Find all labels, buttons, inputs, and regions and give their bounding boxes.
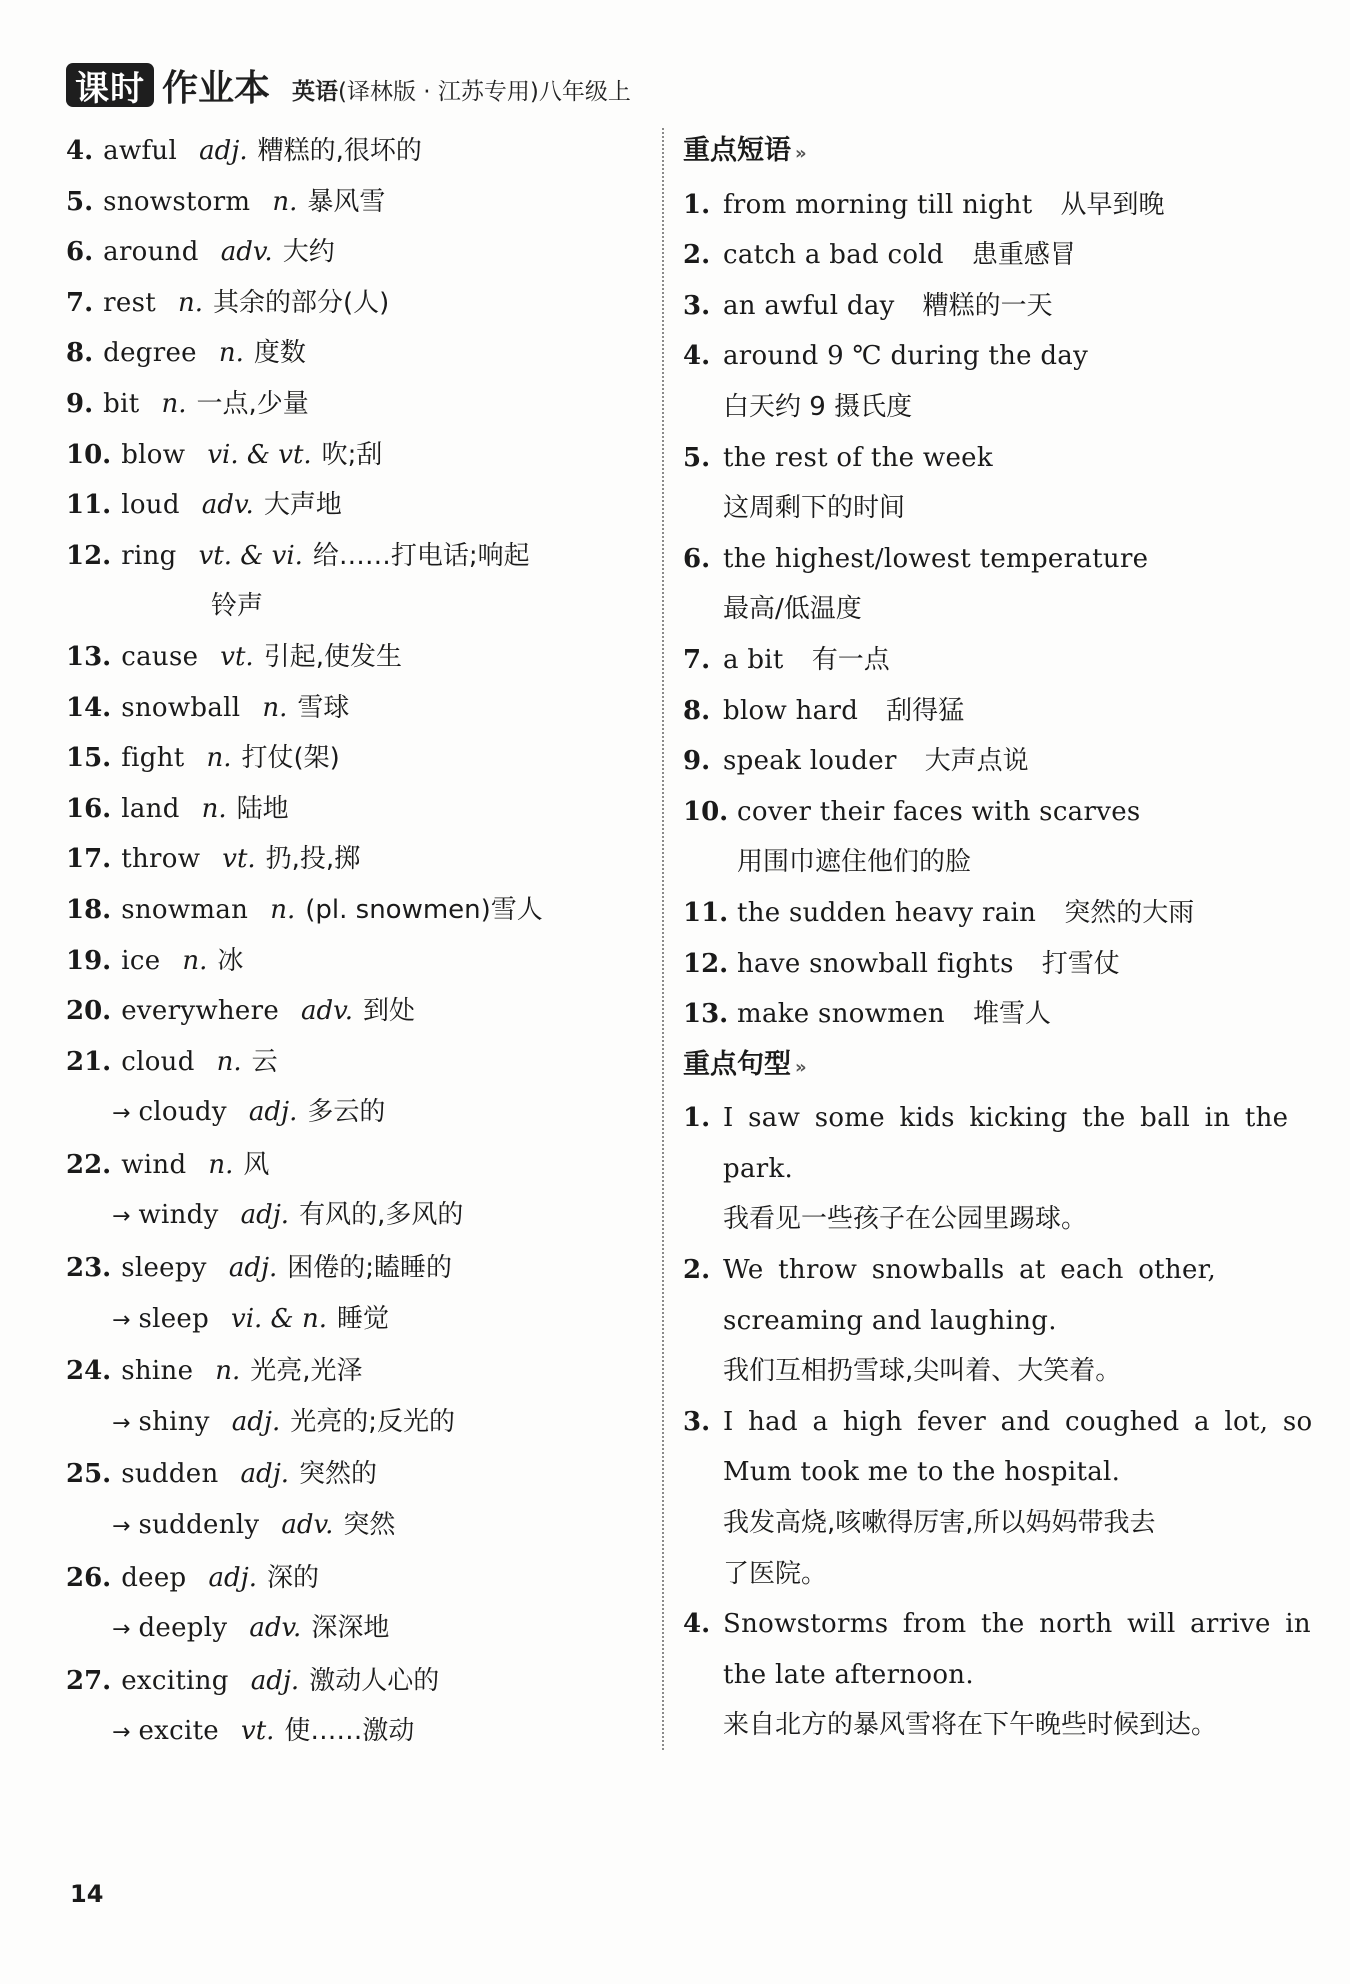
vocab-entry [66, 126, 656, 177]
entry-word: deep [121, 1562, 187, 1593]
phrase-number: 5. [683, 442, 711, 473]
vocab-entry [66, 834, 656, 885]
entry-number: 14. [66, 692, 112, 723]
entry-meaning: 雪球 [297, 692, 350, 723]
derived-part-of-speech: adj. [248, 1097, 298, 1128]
part-of-speech: n. [215, 1356, 241, 1387]
entry-word: snowman [121, 894, 249, 925]
entry-number: 24. [66, 1356, 112, 1387]
phrases-section-title: 重点短语 » [683, 135, 807, 166]
vocab-entry [66, 531, 656, 582]
phrase-english: the rest of the week [723, 442, 993, 473]
sentence-number: 3. [683, 1406, 711, 1437]
entry-number: 23. [66, 1253, 112, 1284]
entry-word: fight [121, 743, 185, 774]
phrase-item [683, 989, 1263, 1040]
entry-meaning: 扔,投,掷 [265, 844, 361, 875]
sentence-number: 1. [683, 1103, 711, 1134]
phrase-chinese: 打雪仗 [1041, 948, 1120, 979]
arrow-icon: → [112, 1204, 131, 1230]
part-of-speech: n. [182, 945, 208, 976]
vocab-entry [66, 885, 656, 936]
vocab-entry [66, 733, 656, 784]
entry-number: 6. [66, 237, 94, 268]
phrase-item [683, 686, 1263, 737]
entry-word: shine [121, 1356, 194, 1387]
entry-number: 17. [66, 844, 112, 875]
vocabulary-list [66, 126, 656, 1759]
sentence-item [683, 1599, 1311, 1650]
derived-meaning: 使……激动 [284, 1716, 415, 1747]
derived-meaning: 多云的 [307, 1097, 386, 1128]
derived-part-of-speech: adv. [281, 1510, 334, 1541]
entry-number: 15. [66, 743, 112, 774]
part-of-speech: n. [161, 388, 187, 419]
vocab-entry [66, 1037, 656, 1088]
entry-number: 25. [66, 1459, 112, 1490]
entry-number: 4. [66, 136, 94, 166]
derived-word-text: deeply [138, 1613, 228, 1644]
part-of-speech: n. [201, 793, 227, 824]
sentence-line: We throw snowballs at each other, [723, 1255, 1217, 1286]
derived-word [66, 1294, 656, 1347]
sentence-chinese: 我发高烧,咳嗽得厉害,所以妈妈带我去 [723, 1508, 1156, 1539]
sentence-item [683, 1397, 1313, 1448]
derived-part-of-speech: adj. [240, 1200, 290, 1231]
entry-number: 13. [66, 641, 112, 672]
derived-part-of-speech: adv. [249, 1613, 302, 1644]
sentence-translation [683, 1498, 1263, 1549]
vocab-entry [66, 784, 656, 835]
vocab-entry [66, 278, 656, 329]
derived-word-text: cloudy [138, 1097, 227, 1128]
phrase-item [683, 534, 1263, 585]
entry-number: 26. [66, 1562, 112, 1593]
phrase-number: 3. [683, 290, 711, 321]
entry-meaning: 糟糕的,很坏的 [257, 136, 422, 166]
entry-word: wind [121, 1149, 187, 1180]
sentence-translation [683, 1700, 1263, 1751]
entry-number: 18. [66, 894, 112, 925]
sentence-item [683, 1245, 1263, 1296]
phrase-item [683, 180, 1263, 231]
entry-word: loud [121, 490, 180, 521]
part-of-speech: n. [270, 894, 296, 925]
part-of-speech: n. [216, 1046, 242, 1077]
entry-meaning: 引起,使发生 [263, 641, 402, 672]
phrase-chinese: 大声点说 [924, 746, 1029, 777]
phrase-number: 7. [683, 644, 711, 675]
entry-meaning: 深的 [266, 1562, 319, 1593]
sentence-chinese: 来自北方的暴风雪将在下午晚些时候到达。 [723, 1710, 1218, 1741]
phrase-english: blow hard [723, 695, 859, 726]
vocab-entry [66, 1346, 656, 1397]
arrow-icon: → [112, 1514, 131, 1540]
entry-word: snowball [121, 692, 241, 723]
sentence-number: 2. [683, 1255, 711, 1286]
phrase-english: around 9 ℃ during the day [723, 341, 1089, 372]
entry-word: cloud [121, 1046, 195, 1077]
sentences-list [683, 1093, 1313, 1751]
book-title: 作业本 [162, 67, 271, 109]
part-of-speech: adj. [250, 1665, 300, 1696]
part-of-speech: adv. [301, 996, 354, 1027]
book-logo: 课时 [66, 63, 154, 107]
phrase-item [683, 888, 1263, 939]
entry-word: ring [121, 540, 177, 571]
entry-meaning: (pl. snowmen)雪人 [305, 894, 543, 925]
phrase-item [683, 331, 1263, 382]
phrase-item [683, 787, 1263, 838]
sentence-chinese: 我看见一些孩子在公园里踢球。 [723, 1204, 1088, 1235]
vocab-entry-continued [66, 581, 656, 632]
phrase-chinese: 用围巾遮住他们的脸 [737, 847, 972, 878]
arrow-icon: → [112, 1307, 131, 1333]
derived-part-of-speech: vi. & n. [231, 1303, 327, 1334]
derived-word [66, 1706, 656, 1759]
derived-word-text: shiny [138, 1406, 210, 1437]
entry-meaning: 陆地 [236, 793, 289, 824]
entry-word: degree [103, 338, 197, 369]
sentence-chinese: 了医院。 [723, 1558, 828, 1589]
entry-meaning: 冰 [217, 945, 244, 976]
phrase-item [683, 281, 1263, 332]
book-subtitle: 英语(译林版 · 江苏专用)八年级上 [292, 78, 631, 105]
part-of-speech: adj. [240, 1459, 290, 1490]
phrase-chinese: 患重感冒 [971, 240, 1076, 271]
part-of-speech: n. [272, 186, 298, 217]
derived-word [66, 1190, 656, 1243]
vocab-entry [66, 430, 656, 481]
sentence-line-2 [683, 1296, 1263, 1347]
derived-part-of-speech: vt. [241, 1716, 275, 1747]
derived-part-of-speech: adj. [231, 1406, 281, 1437]
entry-number: 19. [66, 945, 112, 976]
phrase-chinese: 这周剩下的时间 [723, 493, 906, 524]
phrase-english: the highest/lowest temperature [723, 543, 1149, 574]
phrase-english: make snowmen [737, 999, 945, 1030]
phrase-number: 2. [683, 240, 711, 271]
phrase-chinese: 刮得猛 [886, 695, 965, 726]
phrase-english: cover their faces with scarves [737, 796, 1141, 827]
entry-word: bit [103, 388, 140, 419]
derived-word-text: suddenly [138, 1510, 260, 1541]
entry-meaning: 到处 [363, 996, 416, 1027]
sentence-line: screaming and laughing. [723, 1305, 1057, 1336]
phrase-number: 6. [683, 543, 711, 574]
phrase-translation [683, 382, 1263, 433]
entry-meaning-continued: 铃声 [211, 591, 264, 622]
phrase-item [683, 939, 1263, 990]
arrow-icon: → [112, 1720, 131, 1746]
sentences-section-title: 重点句型 » [683, 1048, 807, 1080]
derived-meaning: 突然 [343, 1510, 396, 1541]
part-of-speech: adj. [199, 136, 248, 166]
phrase-translation [683, 584, 1263, 635]
entry-word: awful [103, 136, 178, 166]
entry-number: 10. [66, 439, 112, 470]
sentence-translation-continued [683, 1549, 1263, 1600]
phrase-translation [683, 483, 1263, 534]
part-of-speech: adj. [228, 1253, 278, 1284]
entry-number: 5. [66, 186, 94, 217]
derived-meaning: 深深地 [311, 1613, 390, 1644]
entry-meaning: 其余的部分(人) [212, 287, 390, 318]
entry-word: exciting [121, 1665, 229, 1696]
vocab-entry [66, 379, 656, 430]
phrase-number: 10. [683, 796, 729, 827]
entry-meaning: 吹;刮 [321, 439, 383, 470]
vocab-entry [66, 328, 656, 379]
phrase-chinese: 白天约 9 摄氏度 [723, 391, 913, 422]
entry-number: 11. [66, 490, 112, 521]
sentence-translation [683, 1194, 1263, 1245]
entry-meaning: 度数 [253, 338, 306, 369]
sentence-line-2 [683, 1447, 1263, 1498]
entry-meaning: 大声地 [263, 490, 342, 521]
entry-number: 9. [66, 388, 94, 419]
page-number: 14 [70, 1880, 104, 1908]
sentence-line: Mum took me to the hospital. [723, 1457, 1121, 1488]
entry-number: 12. [66, 540, 112, 571]
entry-meaning: 一点,少量 [196, 388, 309, 419]
vocab-entry [66, 1243, 656, 1294]
part-of-speech: adv. [220, 237, 273, 268]
entry-meaning: 暴风雪 [307, 186, 386, 217]
phrase-item [683, 433, 1263, 484]
sentence-line: Snowstorms from the north will arrive in [723, 1609, 1311, 1640]
part-of-speech: n. [206, 743, 232, 774]
part-of-speech: n. [177, 287, 203, 318]
sentence-line-2 [683, 1144, 1263, 1195]
entry-meaning: 风 [243, 1149, 270, 1180]
vocab-entry [66, 1553, 656, 1604]
entry-word: sudden [121, 1459, 219, 1490]
part-of-speech: vi. & vt. [207, 439, 312, 470]
entry-number: 27. [66, 1665, 112, 1696]
sentence-line: I saw some kids kicking the ball in the [723, 1103, 1289, 1134]
entry-number: 21. [66, 1046, 112, 1077]
sentence-line: the late afternoon. [723, 1659, 974, 1690]
phrase-chinese: 突然的大雨 [1064, 897, 1195, 928]
sentence-line: I had a high fever and coughed a lot, so [723, 1406, 1313, 1437]
vocab-entry [66, 632, 656, 683]
phrase-chinese: 最高/低温度 [723, 594, 862, 625]
phrase-chinese: 从早到晚 [1060, 189, 1165, 220]
entry-meaning: 激动人心的 [309, 1665, 440, 1696]
entry-word: snowstorm [103, 186, 251, 217]
phrase-number: 4. [683, 341, 711, 372]
derived-word [66, 1603, 656, 1656]
part-of-speech: n. [208, 1149, 234, 1180]
phrase-item [683, 736, 1263, 787]
entry-number: 16. [66, 793, 112, 824]
sentence-line: park. [723, 1153, 794, 1184]
phrase-chinese: 糟糕的一天 [922, 290, 1053, 321]
entry-word: throw [121, 844, 201, 875]
part-of-speech: vt. [222, 844, 256, 875]
arrow-icon: → [112, 1617, 131, 1643]
phrase-english: catch a bad cold [723, 240, 944, 271]
derived-meaning: 光亮的;反光的 [290, 1406, 456, 1437]
column-divider [662, 128, 664, 1750]
phrase-number: 12. [683, 948, 729, 979]
entry-word: blow [121, 439, 186, 470]
sentence-translation [683, 1346, 1263, 1397]
phrase-number: 9. [683, 746, 711, 777]
arrow-icon: → [112, 1101, 131, 1127]
vocab-entry [66, 986, 656, 1037]
entry-number: 22. [66, 1149, 112, 1180]
phrase-number: 8. [683, 695, 711, 726]
phrase-english: a bit [723, 644, 784, 675]
entry-meaning: 光亮,光泽 [250, 1356, 363, 1387]
phrase-number: 11. [683, 897, 729, 928]
sentence-item [683, 1093, 1289, 1144]
entry-word: ice [121, 945, 161, 976]
part-of-speech: n. [218, 338, 244, 369]
phrase-chinese: 有一点 [811, 644, 890, 675]
derived-word [66, 1500, 656, 1553]
phrase-number: 13. [683, 999, 729, 1030]
phrase-item [683, 230, 1263, 281]
entry-meaning: 突然的 [299, 1459, 378, 1490]
entry-word: sleepy [121, 1253, 207, 1284]
derived-word [66, 1397, 656, 1450]
entry-number: 7. [66, 287, 94, 318]
vocab-entry [66, 1140, 656, 1191]
part-of-speech: adj. [208, 1562, 257, 1593]
arrow-icon: → [112, 1410, 131, 1436]
entry-meaning: 困倦的;瞌睡的 [287, 1253, 453, 1284]
derived-word-text: excite [138, 1716, 219, 1747]
entry-number: 20. [66, 996, 112, 1027]
phrase-translation [683, 837, 1263, 888]
vocab-entry [66, 227, 656, 278]
entry-word: everywhere [121, 996, 280, 1027]
phrase-english: an awful day [723, 290, 895, 321]
phrase-number: 1. [683, 189, 711, 220]
phrase-chinese: 堆雪人 [972, 999, 1051, 1030]
entry-word: around [103, 237, 199, 268]
derived-word-text: windy [138, 1200, 219, 1231]
derived-word-text: sleep [138, 1303, 210, 1334]
vocab-entry [66, 936, 656, 987]
entry-meaning: 云 [251, 1046, 278, 1077]
phrases-list [683, 180, 1263, 1040]
phrase-english: speak louder [723, 746, 897, 777]
vocab-entry [66, 1656, 656, 1707]
sentence-line-2 [683, 1650, 1263, 1701]
vocab-entry [66, 177, 656, 228]
part-of-speech: vt. & vi. [198, 540, 303, 571]
vocab-entry [66, 683, 656, 734]
entry-number: 8. [66, 338, 94, 369]
vocab-entry [66, 1449, 656, 1500]
part-of-speech: adv. [201, 490, 254, 521]
derived-word [66, 1087, 656, 1140]
entry-word: land [121, 793, 180, 824]
sentence-number: 4. [683, 1609, 711, 1640]
entry-word: rest [103, 287, 156, 318]
part-of-speech: n. [262, 692, 288, 723]
phrase-english: from morning till night [723, 189, 1033, 220]
part-of-speech: vt. [220, 641, 254, 672]
phrase-english: the sudden heavy rain [737, 897, 1037, 928]
derived-meaning: 有风的,多风的 [299, 1200, 464, 1231]
phrase-english: have snowball fights [737, 948, 1014, 979]
right-column [683, 126, 1313, 1751]
entry-meaning: 打仗(架) [241, 743, 340, 774]
page-header [66, 60, 631, 110]
derived-meaning: 睡觉 [336, 1303, 389, 1334]
phrase-item [683, 635, 1263, 686]
entry-meaning: 给……打电话;响起 [312, 540, 530, 571]
entry-meaning: 大约 [282, 237, 335, 268]
entry-word: cause [121, 641, 199, 672]
vocab-entry [66, 480, 656, 531]
sentence-chinese: 我们互相扔雪球,尖叫着、大笑着。 [723, 1356, 1122, 1387]
